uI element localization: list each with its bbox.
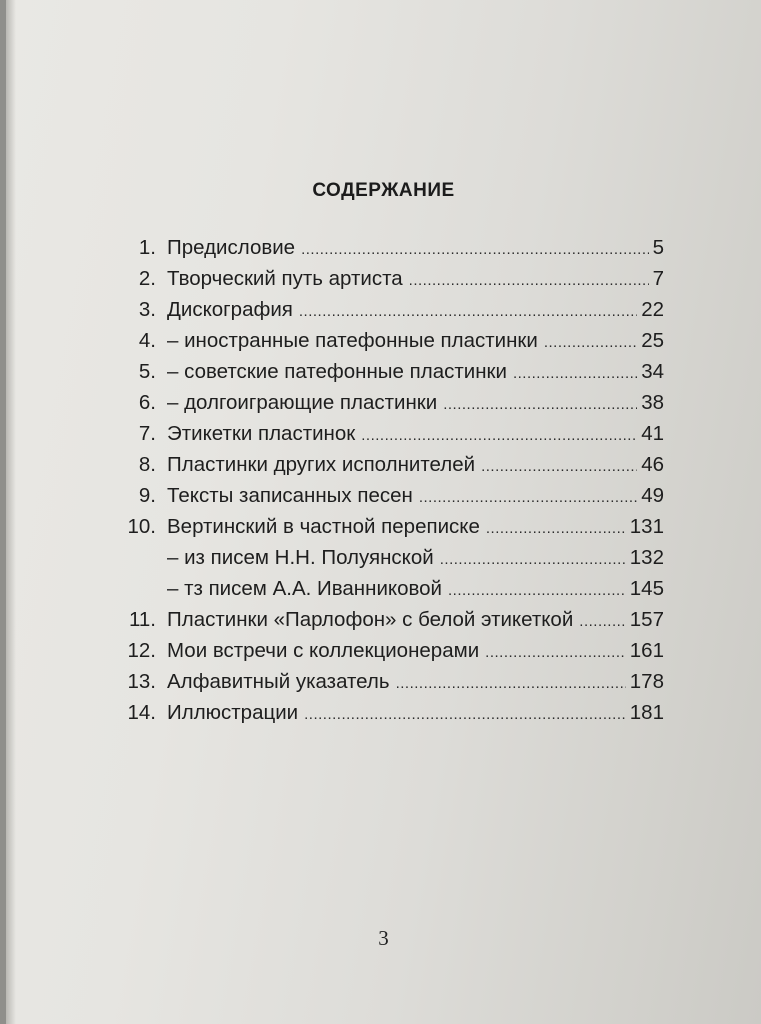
dot-leader xyxy=(396,668,626,699)
entry-number: 10. xyxy=(127,515,156,538)
toc-entry xyxy=(112,480,664,511)
dot-leader xyxy=(301,234,649,265)
entry-number: 13. xyxy=(127,670,156,693)
dot-leader xyxy=(579,606,626,637)
toc-entry xyxy=(112,449,664,480)
entry-title: – советские патефонные пластинки xyxy=(167,360,507,383)
entry-number: 4. xyxy=(138,329,156,352)
entry-page: 46 xyxy=(641,453,664,476)
entry-title: Алфавитный указатель xyxy=(167,670,390,693)
entry-title: Мои встречи с коллекционерами xyxy=(167,639,480,662)
toc-entry xyxy=(112,263,664,294)
toc-entry xyxy=(112,418,664,449)
toc-entry xyxy=(112,666,664,697)
toc-title: СОДЕРЖАНИЕ xyxy=(312,180,455,201)
dot-leader xyxy=(485,637,626,668)
entry-title: Этикетки пластинок xyxy=(167,422,356,445)
toc-entry xyxy=(112,697,664,728)
toc-entry xyxy=(112,325,664,356)
entry-number: 6. xyxy=(138,391,156,414)
entry-title: Вертинский в частной переписке xyxy=(167,515,480,538)
entry-number: 12. xyxy=(127,639,156,662)
entry-page: 25 xyxy=(641,329,664,352)
dot-leader xyxy=(304,699,626,730)
entry-title: Дискография xyxy=(167,298,293,321)
dot-leader xyxy=(544,327,637,358)
dot-leader xyxy=(513,358,637,389)
entry-page: 178 xyxy=(629,670,664,693)
toc-subentry xyxy=(112,542,664,573)
table-of-contents xyxy=(112,232,664,728)
entry-page: 5 xyxy=(652,236,664,259)
dot-leader xyxy=(409,265,649,296)
dot-leader xyxy=(299,296,637,327)
entry-number: 14. xyxy=(127,701,156,724)
toc-entry xyxy=(112,356,664,387)
dot-leader xyxy=(361,420,637,451)
entry-page: 22 xyxy=(641,298,664,321)
dot-leader xyxy=(481,451,637,482)
entry-title: Пластинки «Парлофон» с белой этикеткой xyxy=(167,608,574,631)
toc-entry xyxy=(112,635,664,666)
entry-page: 157 xyxy=(629,608,664,631)
entry-page: 38 xyxy=(641,391,664,414)
entry-page: 41 xyxy=(641,422,664,445)
entry-number: 8. xyxy=(138,453,156,476)
entry-page: 49 xyxy=(641,484,664,507)
toc-entry xyxy=(112,387,664,418)
entry-title: – из писем Н.Н. Полуянской xyxy=(167,546,434,569)
toc-subentry xyxy=(112,573,664,604)
entry-number: 3. xyxy=(138,298,156,321)
entry-number: 2. xyxy=(138,267,156,290)
entry-number: 9. xyxy=(138,484,156,507)
entry-title: Творческий путь артиста xyxy=(167,267,403,290)
entry-page: 132 xyxy=(629,546,664,569)
toc-entry xyxy=(112,604,664,635)
entry-number: 1. xyxy=(138,236,156,259)
dot-leader xyxy=(419,482,637,513)
page-number: 3 xyxy=(378,926,389,950)
entry-page: 34 xyxy=(641,360,664,383)
toc-entry xyxy=(112,294,664,325)
dot-leader xyxy=(448,575,626,606)
entry-page: 161 xyxy=(629,639,664,662)
entry-page: 145 xyxy=(629,577,664,600)
toc-entry xyxy=(112,511,664,542)
entry-title: – долгоиграющие пластинки xyxy=(167,391,438,414)
entry-title: Тексты записанных песен xyxy=(167,484,413,507)
entry-title: Иллюстрации xyxy=(167,701,299,724)
entry-page: 7 xyxy=(652,267,664,290)
dot-leader xyxy=(486,513,626,544)
entry-page: 181 xyxy=(629,701,664,724)
entry-number: 11. xyxy=(129,608,156,631)
book-page xyxy=(6,0,761,1024)
toc-entry xyxy=(112,232,664,263)
entry-title: – иностранные патефонные пластинки xyxy=(167,329,538,352)
dot-leader xyxy=(440,544,626,575)
entry-title: Пластинки других исполнителей xyxy=(167,453,476,476)
entry-title: Предисловие xyxy=(167,236,296,259)
dot-leader xyxy=(443,389,637,420)
entry-page: 131 xyxy=(629,515,664,538)
entry-number: 5. xyxy=(138,360,156,383)
entry-number: 7. xyxy=(138,422,156,445)
entry-title: – тз писем А.А. Иванниковой xyxy=(167,577,443,600)
